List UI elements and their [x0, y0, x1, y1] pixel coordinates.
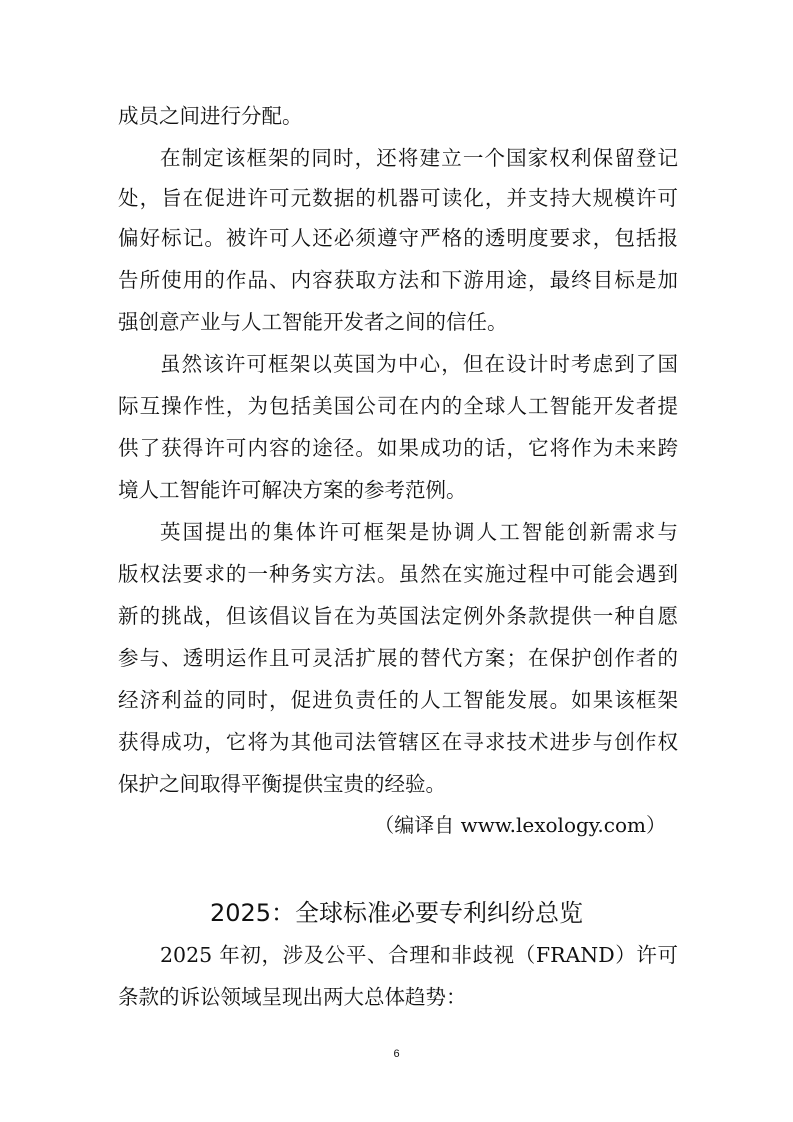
- page-number: 6: [393, 1048, 400, 1060]
- paragraph-line: 虽然该许可框架以英国为中心，但在设计时考虑到了国: [160, 352, 678, 376]
- paragraph-line: 条款的诉讼领域呈现出两大总体趋势：: [118, 985, 467, 1009]
- paragraph-line: 获得成功，它将为其他司法管辖区在寻求技术进步与创作权: [118, 730, 678, 754]
- paragraph-line: 成员之间进行分配。: [118, 104, 303, 128]
- paragraph-line: 2025 年初，涉及公平、合理和非歧视（FRAND）许可: [160, 943, 678, 967]
- paragraph-line: 强创意产业与人工智能开发者之间的信任。: [118, 310, 508, 334]
- source-attribution: （编译自 www.lexology.com）: [374, 813, 666, 837]
- paragraph-line: 新的挑战，但该倡议旨在为英国法定例外条款提供一种自愿: [118, 604, 678, 628]
- paragraph-line: 偏好标记。被许可人还必须遵守严格的透明度要求，包括报: [118, 226, 678, 250]
- paragraph-line: 参与、透明运作且可灵活扩展的替代方案；在保护创作者的: [118, 646, 678, 670]
- paragraph-line: 保护之间取得平衡提供宝贵的经验。: [118, 772, 446, 796]
- paragraph-line: 经济利益的同时，促进负责任的人工智能发展。如果该框架: [118, 688, 678, 712]
- paragraph-line: 英国提出的集体许可框架是协调人工智能创新需求与: [160, 520, 678, 544]
- paragraph-line: 供了获得许可内容的途径。如果成功的话，它将作为未来跨: [118, 436, 678, 460]
- paragraph-line: 版权法要求的一种务实方法。虽然在实施过程中可能会遇到: [118, 562, 678, 586]
- paragraph-line: 处，旨在促进许可元数据的机器可读化，并支持大规模许可: [118, 186, 678, 210]
- paragraph-line: 际互操作性，为包括美国公司在内的全球人工智能开发者提: [118, 394, 678, 418]
- paragraph-line: 在制定该框架的同时，还将建立一个国家权利保留登记: [160, 146, 678, 170]
- paragraph-line: 告所使用的作品、内容获取方法和下游用途，最终目标是加: [118, 268, 678, 292]
- paragraph-line: 境人工智能许可解决方案的参考范例。: [118, 478, 467, 502]
- section-heading: 2025：全球标准必要专利纠纷总览: [209, 899, 584, 927]
